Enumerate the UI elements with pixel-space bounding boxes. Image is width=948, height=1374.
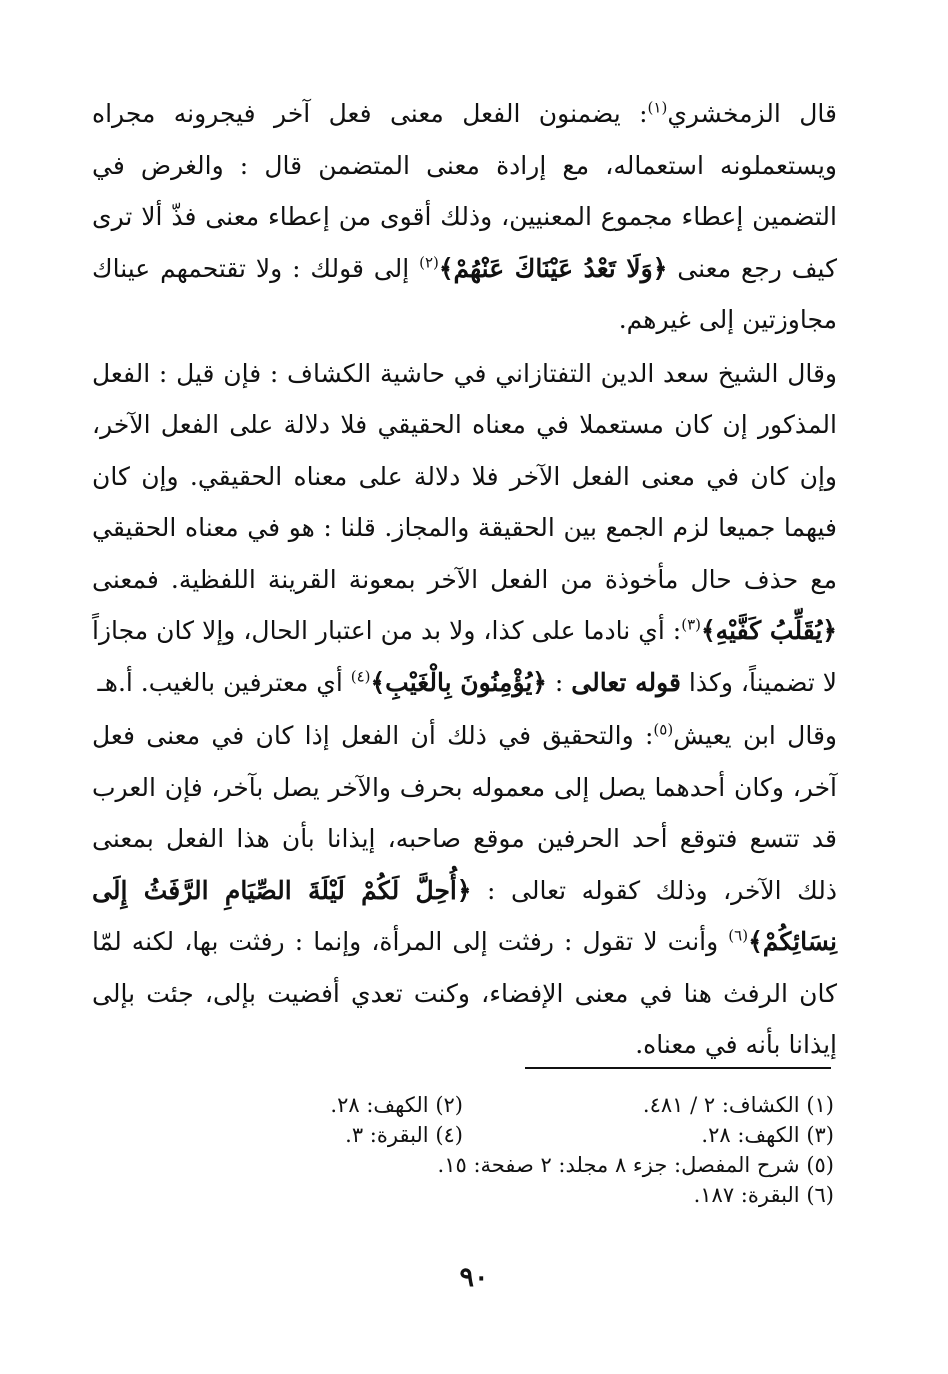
- page-number: ٩٠: [459, 1262, 489, 1293]
- footnote-row: [92, 1090, 834, 1120]
- bold-phrase: قوله تعالى: [571, 667, 681, 697]
- paragraph-zamakhshari: [92, 88, 837, 346]
- footnote-row: [92, 1150, 834, 1180]
- quran-verse: ﴿يُقَلِّبُ كَفَّيْهِ﴾: [701, 616, 837, 645]
- footnote-marker: (٤): [350, 667, 371, 686]
- footnote-3: (٣) الكهف: ٢٨.: [701, 1123, 834, 1147]
- footnote-6: (٦) البقرة: ١٨٧.: [693, 1183, 834, 1207]
- footnote-separator: [525, 1067, 831, 1069]
- paragraph-text: وقال الشيخ سعد الدين التفتازاني في حاشية الكشاف : فإن قيل : الفعل المذكور إن كان مستعملا في معناه الحقيقي فلا دلالة على الفعل الآخر، وإن كان في معنى الفعل الآخر فلا دلالة على معناه الحقيقي. وإن كان فيهما جميعا لزم الجمع بين الحقيقة والمجاز. قلنا : هو في معناه الحقيقي مع حذف حال مأخوذة من الفعل الآخر بمعونة القرينة اللفظية. فمعنى: [92, 358, 837, 594]
- footnote-marker: (١): [647, 98, 668, 117]
- paragraph-text: وأنت لا تقول : رفثت إلى المرأة، وإنما : رفثت بها، لكنه لمّا كان الرفث هنا في معنى الإفضاء، وكنت تعدي أفضيت بإلى، جئت بإلى إيذانا بأنه في معناه.: [92, 927, 837, 1059]
- paragraph-text: أي معترفين بالغيب. أ.هـ: [97, 667, 351, 697]
- footnote-4: (٤) البقرة: ٣.: [345, 1123, 463, 1147]
- paragraph-text: قال الزمخشري: [667, 99, 837, 128]
- paragraph-taftazani: [92, 348, 837, 709]
- paragraph-text: وقال ابن يعيش: [673, 721, 837, 750]
- footnote-marker: (٣): [681, 615, 701, 634]
- quran-verse: ﴿وَلَا تَعْدُ عَيْنَاكَ عَنْهُمْ﴾: [438, 253, 668, 283]
- paragraph-text: : أي نادما على كذا، ولا بد من اعتبار الحال، وإلا كان مجازاً لا تضميناً، وكذا: [92, 616, 837, 697]
- paragraph-text: : يضمنون الفعل معنى فعل آخر فيجرونه مجراه ويستعملونه استعماله، مع إرادة معنى المتضمن قال : والغرض في التضمين إعطاء مجموع المعنيين، وذلك أقوى من إعطاء معنى فذّ ألا ترى كيف رجع معنى: [92, 99, 837, 283]
- paragraph-text: : والتحقيق في ذلك أن الفعل إذا كان في معنى فعل آخر، وكان أحدهما يصل إلى معموله بحرف والآخر يصل بآخر، فإن العرب قد تتسع فتوقع أحد الحرفين موقع صاحبه، إيذانا بأن هذا الفعل بمعنى ذلك الآخر، وذلك كقوله تعالى :: [92, 721, 837, 905]
- paragraph-text: إلى قولك : ولا تقتحمهم عيناك مجاوزتين إلى غيرهم.: [92, 253, 837, 334]
- footnote-row: [92, 1180, 834, 1210]
- footnote-2: (٢) الكهف: ٢٨.: [330, 1093, 463, 1117]
- quran-verse: ﴿أُحِلَّ لَكُمْ لَيْلَةَ الصِّيَامِ الرَّفَثُ إِلَى نِسَائِكُمْ﴾: [92, 875, 837, 956]
- quran-verse: ﴿يُؤْمِنُونَ بِالْغَيْبِ﴾: [370, 667, 547, 697]
- paragraph-ibn-yaish: [92, 710, 837, 1071]
- footnote-marker: (٥): [653, 720, 674, 739]
- footnotes: [92, 1090, 834, 1210]
- footnote-1: (١) الكشاف: ٢ / ٤٨١.: [642, 1093, 834, 1117]
- footnote-marker: (٦): [728, 926, 749, 945]
- paragraph-text: :: [546, 667, 572, 697]
- footnote-row: [92, 1120, 834, 1150]
- footnote-5: (٥) شرح المفصل: جزء ٨ مجلد: ٢ صفحة: ١٥.: [437, 1153, 834, 1177]
- footnote-marker: (٢): [419, 253, 439, 272]
- main-text: [92, 88, 837, 1071]
